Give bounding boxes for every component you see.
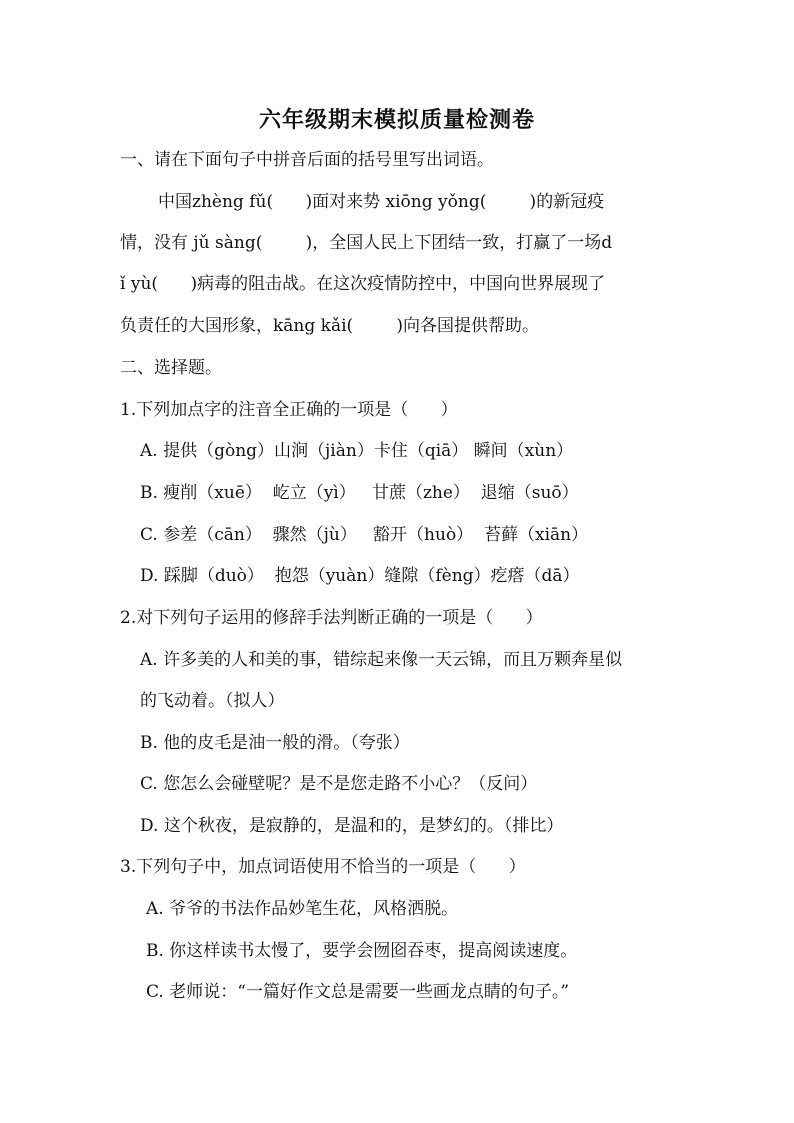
q2-option-d: D. 这个秋夜，是寂静的，是温和的，是梦幻的。（排比） <box>140 816 564 836</box>
q2-option-a: A. 许多美的人和美的事，错综起来像一天云锦，而且万颗奔星似 <box>140 650 623 670</box>
q2-option-a-cont: 的飞动着。（拟人） <box>140 691 285 711</box>
section1-line-3: ǐ yù( )病毒的阻击战。在这次疫情防控中，中国向世界展现了 <box>120 274 606 294</box>
section1-line-2: 情，没有 jǔ sàng( )，全国人民上下团结一致，打赢了一场d <box>120 233 613 253</box>
q2-option-b: B. 他的皮毛是油一般的滑。（夸张） <box>140 733 410 753</box>
section1-line-4: 负责任的大国形象，kāng kǎi( )向各国提供帮助。 <box>120 316 540 336</box>
q3-stem: 3.下列句子中，加点词语使用不恰当的一项是（ ） <box>120 857 526 877</box>
section1-line-1: 中国zhèng fǔ( )面对来势 xiōng yǒng( )的新冠疫 <box>158 192 605 212</box>
q1-option-d: D. 踩脚（duò） 抱怨（yuàn）缝隙（fèng）疙瘩（dā） <box>140 566 580 586</box>
section2-heading: 二、选择题。 <box>120 358 222 378</box>
q2-option-c: C. 您怎么会碰壁呢？是不是您走路不小心？（反问） <box>140 774 538 794</box>
section1-heading: 一、请在下面句子中拼音后面的括号里写出词语。 <box>120 150 494 170</box>
q3-option-a: A. 爷爷的书法作品妙笔生花，风格洒脱。 <box>146 899 459 919</box>
q1-stem: 1.下列加点字的注音全正确的一项是（ ） <box>120 400 458 420</box>
page-title: 六年级期末模拟质量检测卷 <box>258 108 535 133</box>
q1-option-a: A. 提供（gòng）山涧（jiàn）卡住（qiā） 瞬间（xùn） <box>140 441 574 461</box>
q2-stem: 2.对下列句子运用的修辞手法判断正确的一项是（ ） <box>120 608 543 628</box>
q3-option-c: C. 老师说：“一篇好作文总是需要一些画龙点睛的句子。” <box>146 982 570 1002</box>
q3-option-b: B. 你这样读书太慢了，要学会囫囵吞枣，提高阅读速度。 <box>146 941 578 961</box>
q1-option-b: B. 瘦削（xuē） 屹立（yì） 甘蔗（zhe） 退缩（suō） <box>140 483 579 503</box>
q1-option-c: C. 参差（cān） 骤然（jù） 豁开（huò） 苔藓（xiān） <box>140 525 589 545</box>
